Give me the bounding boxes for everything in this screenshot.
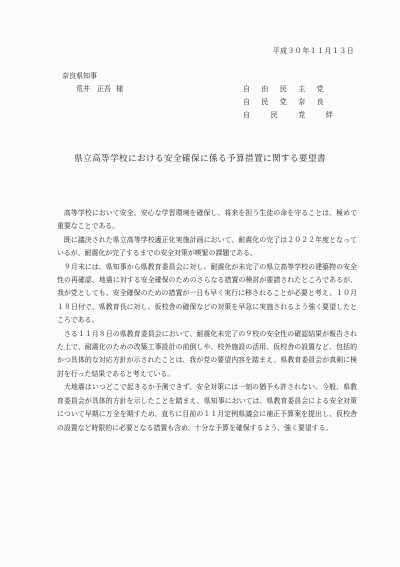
recipient-office: 奈良県知事 [62,72,97,80]
body-paragraph: 大地震はいつどこで起きるか予測できず、安全対策には一刻の猶予も許されない。今般、県教育委員会が具体的方針を示したことを踏まえ、県知事においては、県教育委員会による安全対策について早期に万全を期すため、直ちに目前の１１月定例県議会に補正予算案を提出し、仮校舎の設置など時限的に必要となる措置も含め、十分な予算を確保するよう、強く要望する。 [57,383,357,432]
body-paragraph: さる１１月８日の県教育委員会において、耐震化未完了の９校の安全性の確認結果が報告された上で、耐震化のための改築工事設計の前倒しや、校外施設の活用、仮校舎の設置など、包括的かつ具体的な対応方針が示されたことは、我が党の要望内容を踏まえ、県教育委員会が真剣に検討を行った結果であると考えている。 [57,329,357,378]
sender-line: 自 民 党 絆 [243,111,335,119]
body-paragraph: 高等学校において安全、安心な学習環境を確保し、将来を担う生徒の命を守ることは、極めて重要なことである。 [57,209,357,231]
document-title: 県立高等学校における安全確保に係る予算措置に関する要望書 [74,154,326,164]
document-date: 平成３０年１１月１３日 [272,47,354,55]
recipient-honorific: 様 [116,85,124,93]
sender-line: 自 民 党 奈 良 [243,98,326,106]
body-paragraph: 既に議決された県立高等学校適正化実施計画において、耐震化の完了は２０２２年度となっているが、耐震化が完了するまでの安全対策が喫緊の課題である。 [57,235,357,258]
recipient-block [62,70,123,96]
body-paragraph: ９月末には、県知事から県教育委員会に対し、耐震化が未完了の県立高等学校の建築物の安全性の再確認、地震に対する安全確保のためのさらなる措置の検討が要請されたところであるが、我が党としても、安全確保のための措置が一日も早く実行に移されることが必要と考え、１０月１８日付で、県教育長に対し、仮校舎の確保などの対策を早急に実施されるよう強く要望したところである。 [57,262,357,325]
sender-block [243,83,335,122]
recipient-name: 荒井 正吾 [76,85,111,93]
document-body [57,207,357,435]
sender-line: 自 由 民 主 党 [243,85,326,93]
recipient-name-line [62,83,123,96]
